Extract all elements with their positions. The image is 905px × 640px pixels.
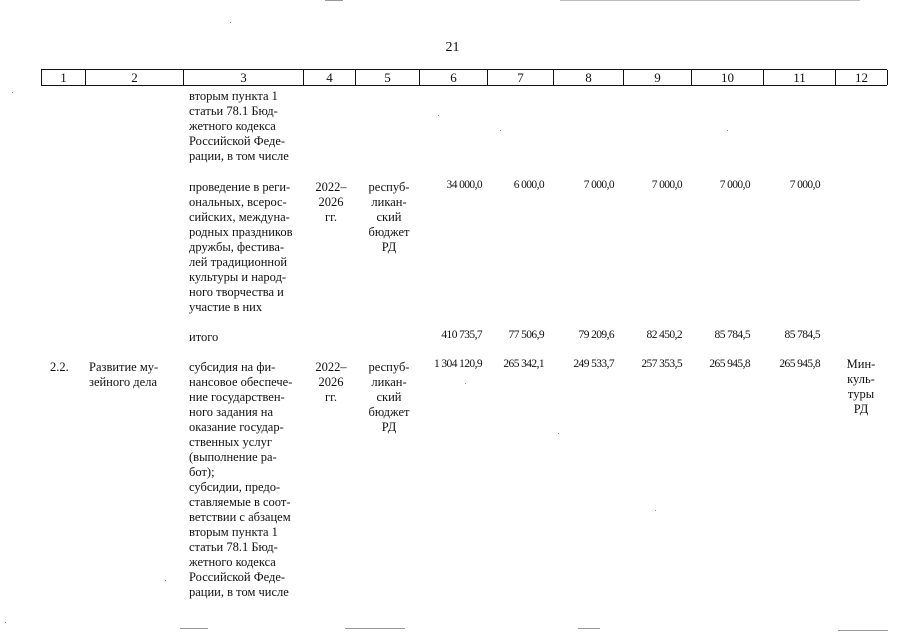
row-1-funding-source: респуб- ликан- ский бюджет РД xyxy=(368,180,410,254)
row-3-funding-source: респуб- ликан- ский бюджет РД xyxy=(368,360,410,434)
row-1-year-2026: 7 000,0 xyxy=(789,179,820,191)
header-cell-5: 5 xyxy=(356,70,420,85)
row-1-year-2023: 7 000,0 xyxy=(583,179,614,191)
header-cell-12: 12 xyxy=(836,70,888,85)
scan-artifact xyxy=(560,0,860,1)
row-3-activity: Развитие му- зейного дела xyxy=(89,360,159,389)
header-cell-3: 3 xyxy=(184,70,304,85)
row-2-description: итого xyxy=(189,330,219,344)
row-2-year-2026: 85 784,5 xyxy=(784,329,820,341)
table-header-row xyxy=(41,69,887,86)
row-2-total: 410 735,7 xyxy=(441,329,482,341)
row-3-year-2026: 265 945,8 xyxy=(779,358,820,370)
row-3-description: субсидия на фи- нансовое обеспече- ние государствен- ного задания на оказание государ- ственных услуг (выполнение ра- бот); субсидии, предо- ставляемые в соот- ветствии с абзацем вторым пункта 1 статьи 78.1 Бюд- жетного кодекса Российской Феде- рации, в том числе xyxy=(189,360,293,599)
scan-artifact xyxy=(180,628,208,629)
scan-artifact xyxy=(325,0,343,1)
header-cell-6: 6 xyxy=(420,70,488,85)
scan-artifact xyxy=(727,130,728,131)
scan-artifact xyxy=(5,622,6,623)
row-3-year-2025: 265 945,8 xyxy=(709,358,750,370)
row-2-year-2024: 82 450,2 xyxy=(646,329,682,341)
row-1-description: проведение в реги- ональных, всерос- сийских, междуна- родных праздников дружбы, фестива- лей традиционной культуры и народ- ного творчества и участие в них xyxy=(189,180,293,314)
scan-artifact xyxy=(655,510,656,511)
scan-artifact xyxy=(838,630,888,631)
row-1-year-2024: 7 000,0 xyxy=(651,179,682,191)
row-2-year-2025: 85 784,5 xyxy=(714,329,750,341)
header-cell-7: 7 xyxy=(488,70,554,85)
row-1-total: 34 000,0 xyxy=(446,179,482,191)
scan-artifact xyxy=(558,433,559,434)
row-0-description: вторым пункта 1 статьи 78.1 Бюд- жетного кодекса Российской Феде- рации, в том числе xyxy=(189,89,289,163)
row-2-year-2022: 77 506,9 xyxy=(508,329,544,341)
row-3-number: 2.2. xyxy=(50,360,69,374)
header-cell-4: 4 xyxy=(304,70,356,85)
header-cell-2: 2 xyxy=(86,70,184,85)
row-3-year-2022: 265 342,1 xyxy=(503,358,544,370)
row-3-year-2024: 257 353,5 xyxy=(641,358,682,370)
header-cell-1: 1 xyxy=(42,70,86,85)
header-cell-11: 11 xyxy=(764,70,836,85)
row-1-year-2025: 7 000,0 xyxy=(719,179,750,191)
row-3-period: 2022– 2026 гг. xyxy=(315,360,347,404)
scan-artifact xyxy=(500,130,501,131)
scan-artifact xyxy=(465,383,466,384)
header-cell-9: 9 xyxy=(624,70,692,85)
row-3-responsible: Мин- куль- туры РД xyxy=(846,357,876,416)
row-1-period: 2022– 2026 гг. xyxy=(315,180,347,224)
scan-artifact xyxy=(438,115,439,116)
row-1-year-2022: 6 000,0 xyxy=(513,179,544,191)
header-cell-8: 8 xyxy=(554,70,624,85)
scan-artifact xyxy=(578,628,600,629)
page-number: 21 xyxy=(445,40,460,55)
header-cell-10: 10 xyxy=(692,70,764,85)
scan-artifact xyxy=(165,580,166,581)
scan-artifact xyxy=(12,92,13,93)
scan-artifact xyxy=(345,628,405,629)
scan-artifact xyxy=(230,22,231,23)
row-3-year-2023: 249 533,7 xyxy=(573,358,614,370)
row-2-year-2023: 79 209,6 xyxy=(578,329,614,341)
row-3-total: 1 304 120,9 xyxy=(433,358,482,370)
